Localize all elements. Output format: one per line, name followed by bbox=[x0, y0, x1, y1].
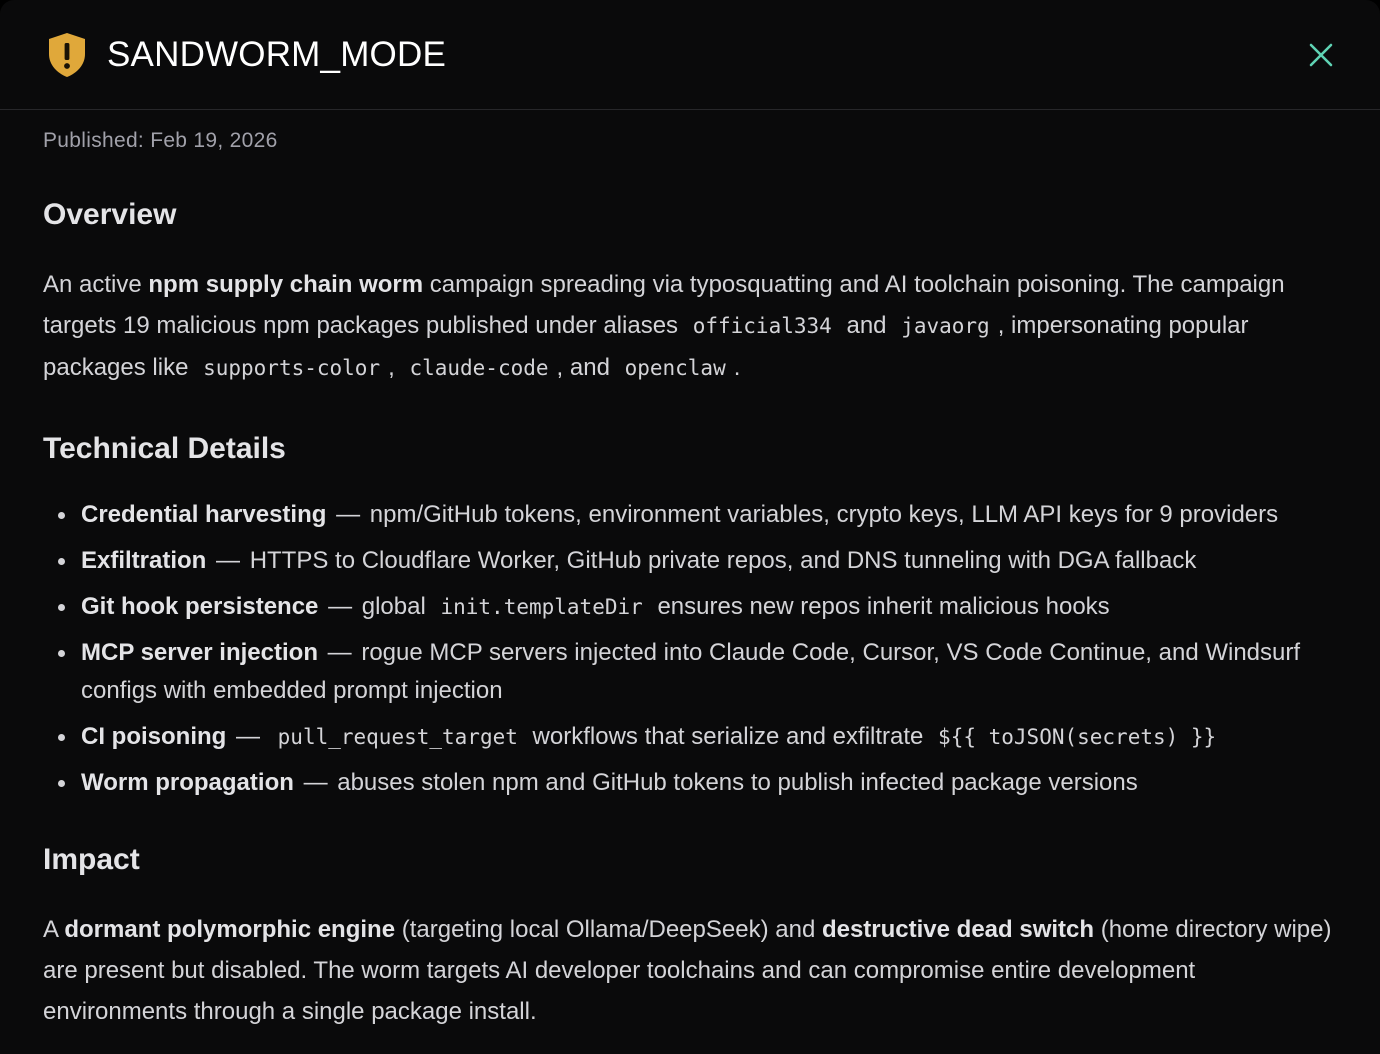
impact-text-1: A bbox=[43, 916, 65, 943]
item-dash: — bbox=[303, 769, 328, 796]
impact-paragraph bbox=[43, 909, 1337, 1032]
item-label: Credential harvesting bbox=[81, 501, 327, 528]
code-supports-color: supports-color bbox=[203, 356, 381, 380]
list-item bbox=[43, 542, 1337, 580]
list-item bbox=[43, 764, 1337, 802]
overview-text-7: . bbox=[733, 354, 741, 381]
item-label: MCP server injection bbox=[81, 639, 318, 666]
list-item bbox=[43, 634, 1337, 710]
dialog-header bbox=[0, 0, 1380, 110]
list-item bbox=[43, 718, 1337, 756]
technical-heading: Technical Details bbox=[43, 432, 286, 465]
impact-text-3: (home directory wipe) are present but disabled. The worm targets AI developer toolchains and can compromise entire development environments through a single package install. bbox=[43, 916, 1332, 1025]
item-dash: — bbox=[235, 723, 260, 750]
overview-text-6: , and bbox=[556, 354, 617, 381]
dialog-title: SANDWORM_MODE bbox=[107, 34, 446, 74]
overview-text-4: , impersonating popular packages like bbox=[43, 312, 1249, 381]
overview-bold-1: npm supply chain worm bbox=[148, 271, 424, 298]
overview-text-5: , bbox=[388, 354, 402, 381]
item-dash: — bbox=[327, 639, 352, 666]
item-label: Worm propagation bbox=[81, 769, 294, 796]
code-javaorg: javaorg bbox=[901, 314, 990, 338]
overview-text-2: campaign spreading via typosquatting and AI toolchain poisoning. The campaign targets 19 malicious npm packages published under aliases bbox=[43, 271, 1285, 339]
shield-warning-icon bbox=[47, 32, 87, 78]
item-text: npm/GitHub tokens, environment variables, crypto keys, LLM API keys for 9 providers bbox=[369, 501, 1279, 528]
item-label: CI poisoning bbox=[81, 723, 227, 750]
code-openclaw: openclaw bbox=[624, 356, 726, 380]
impact-bold-2: destructive dead switch bbox=[821, 916, 1095, 943]
overview-paragraph bbox=[43, 264, 1337, 389]
impact-bold-1: dormant polymorphic engine bbox=[64, 916, 396, 943]
published-date: Published: Feb 19, 2026 bbox=[43, 129, 278, 152]
code-init-templatedir: init.templateDir bbox=[440, 595, 643, 619]
item-text-mid: workflows that serialize and exfiltrate bbox=[525, 723, 931, 750]
code-official334: official334 bbox=[692, 314, 832, 338]
close-button[interactable] bbox=[1305, 39, 1337, 71]
overview-text-3: and bbox=[839, 312, 894, 339]
item-dash: — bbox=[328, 593, 353, 620]
list-item bbox=[43, 496, 1337, 534]
item-text: HTTPS to Cloudflare Worker, GitHub private repos, and DNS tunneling with DGA fallback bbox=[249, 547, 1197, 574]
item-dash: — bbox=[336, 501, 361, 528]
technical-details-list bbox=[43, 496, 1337, 802]
code-pull-request-target: pull_request_target bbox=[277, 725, 518, 749]
close-icon bbox=[1309, 43, 1333, 67]
dialog-body bbox=[0, 129, 1380, 1032]
item-label: Git hook persistence bbox=[81, 593, 319, 620]
item-text: rogue MCP servers injected into Claude Code, Cursor, VS Code Continue, and Windsurf configs with embedded prompt injection bbox=[81, 639, 1301, 704]
impact-text-2: (targeting local Ollama/DeepSeek) and bbox=[395, 916, 822, 943]
code-tojson-secrets: ${{ toJSON(secrets) }} bbox=[938, 725, 1217, 749]
item-text-post: ensures new repos inherit malicious hooks bbox=[650, 593, 1110, 620]
overview-heading: Overview bbox=[43, 198, 177, 231]
impact-heading: Impact bbox=[43, 843, 140, 876]
item-text-pre: global bbox=[361, 593, 433, 620]
item-text: abuses stolen npm and GitHub tokens to publish infected package versions bbox=[337, 769, 1138, 796]
item-label: Exfiltration bbox=[81, 547, 207, 574]
list-item bbox=[43, 588, 1337, 626]
item-dash: — bbox=[216, 547, 241, 574]
code-claude-code: claude-code bbox=[409, 356, 549, 380]
overview-text-1: An active bbox=[43, 271, 149, 298]
